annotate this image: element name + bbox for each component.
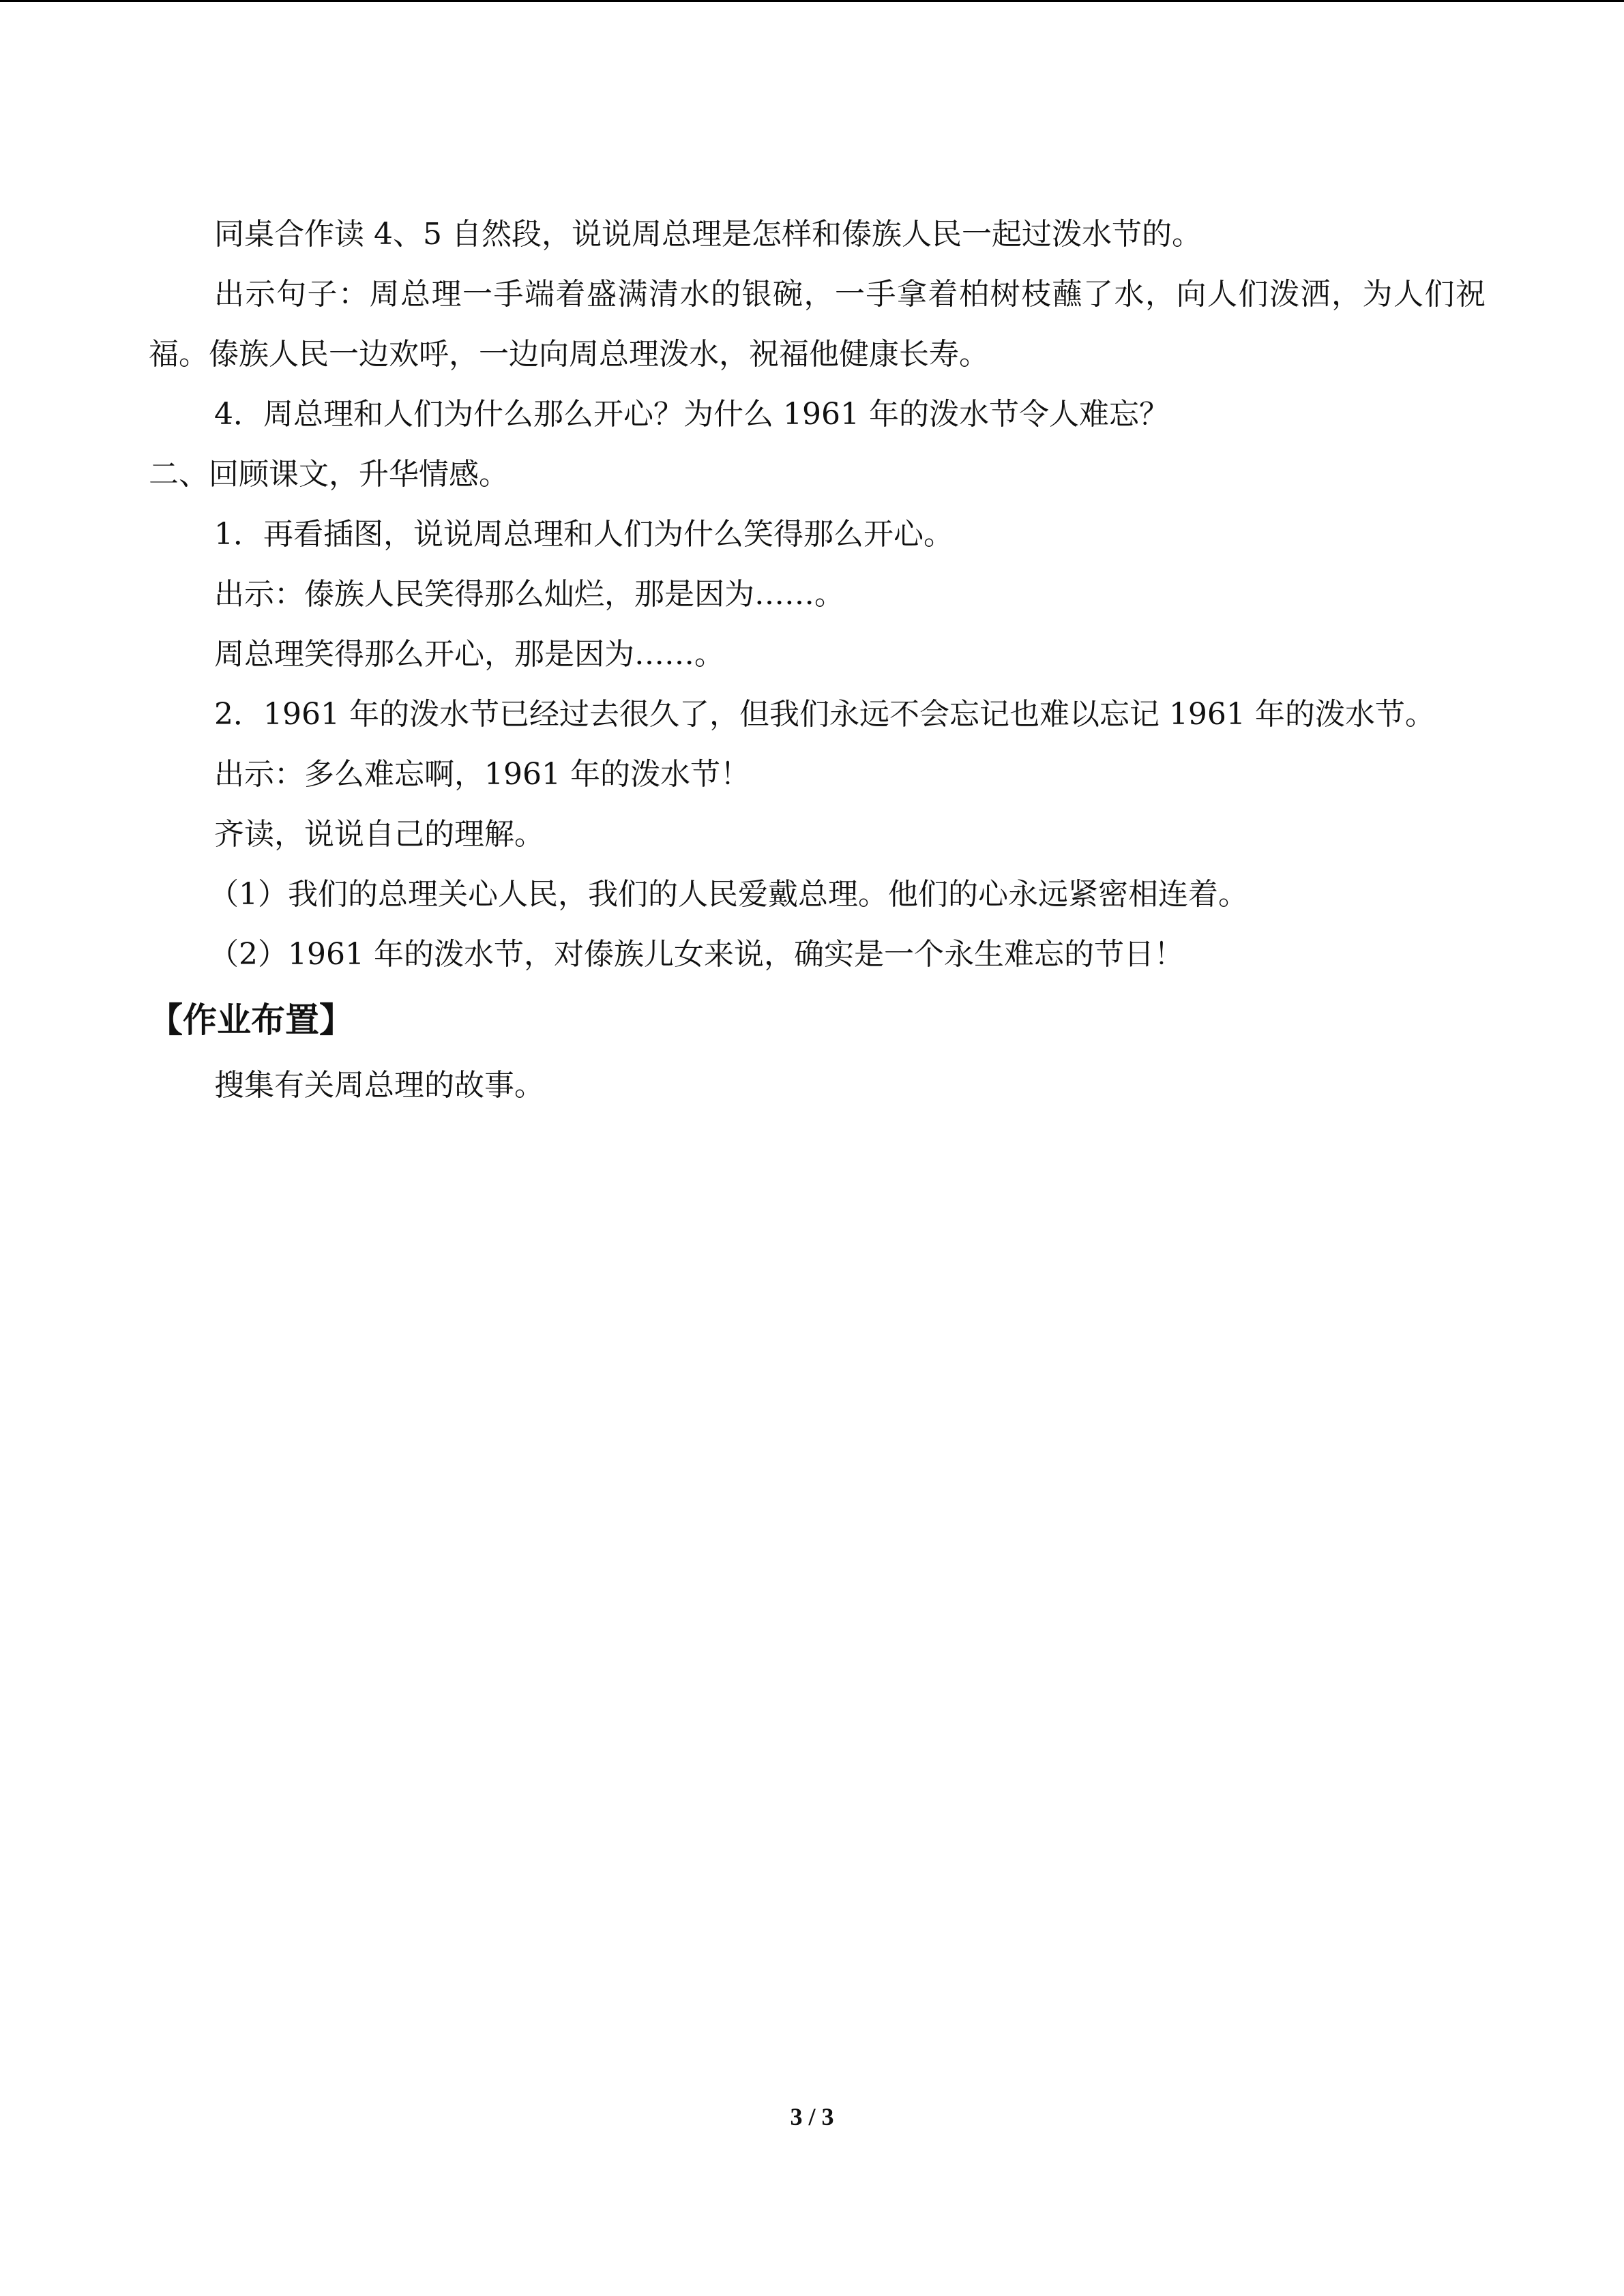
page-number: 3 / 3 — [790, 2103, 834, 2130]
homework-heading: 【作业布置】 — [149, 1000, 353, 1040]
paragraph-sentence-display: 出示句子：周总理一手端着盛满清水的银碗，一手拿着柏树枝蘸了水，向人们泼洒，为人们祝福。傣族人民一边欢呼，一边向周总理泼水，祝福他健康长寿。 — [149, 277, 1486, 372]
paragraph-item-1: 1．再看插图，说说周总理和人们为什么笑得那么开心。 — [214, 517, 954, 552]
paragraph-item-2: 2．1961 年的泼水节已经过去很久了，但我们永远不会忘记也难以忘记 1961 年的泼水节。 — [214, 697, 1435, 732]
paragraph-premier-smile: 周总理笑得那么开心，那是因为……。 — [214, 637, 724, 672]
page-top-border — [0, 0, 1624, 2]
document-body — [149, 205, 1486, 1116]
paragraph-group-reading: 同桌合作读 4、5 自然段，说说周总理是怎样和傣族人民一起过泼水节的。 — [214, 217, 1202, 252]
paragraph-point-1: （1）我们的总理关心人民，我们的人民爱戴总理。他们的心永远紧密相连着。 — [209, 877, 1248, 912]
homework-text: 搜集有关周总理的故事。 — [214, 1068, 544, 1103]
paragraph-display-dai-people: 出示：傣族人民笑得那么灿烂，那是因为……。 — [214, 577, 844, 612]
paragraph-question-4: 4．周总理和人们为什么那么开心？为什么 1961 年的泼水节令人难忘？ — [214, 397, 1169, 432]
section-heading-review: 二、回顾课文，升华情感。 — [149, 457, 509, 492]
paragraph-point-2: （2）1961 年的泼水节，对傣族儿女来说，确实是一个永生难忘的节日！ — [209, 937, 1184, 972]
paragraph-display-memorable: 出示：多么难忘啊，1961 年的泼水节！ — [214, 757, 750, 792]
paragraph-read-together: 齐读，说说自己的理解。 — [214, 817, 544, 852]
